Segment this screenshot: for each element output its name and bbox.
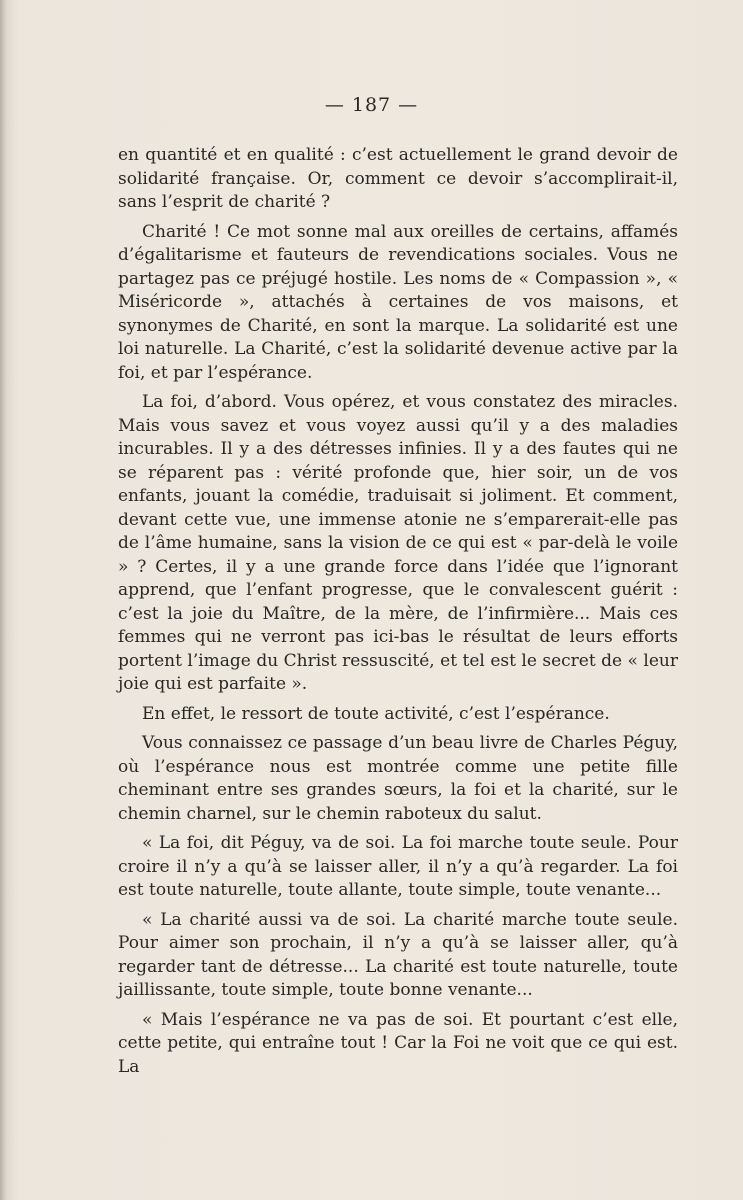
paragraph-3: La foi, d’abord. Vous opérez, et vous constatez des miracles. Mais vous savez et vous voyez aussi qu’il y a des maladies incurables. Il y a des détresses infinies. Il y a des fautes qui ne se réparent pas : vérité profonde que, hier soir, un de vos enfants, jouant la comédie, traduisait si joliment. Et comment, devant cette vue, une immense atonie ne s’emparerait-elle pas de l’âme humaine, sans la vision de ce qui est « par-delà le voile » ? Certes, il y a une grande force dans l’idée que l’ignorant apprend, que l’enfant progresse, que le convalescent guérit : c’est la joie du Maître, de la mère, de l’infirmière... Mais ces femmes qui ne verront pas ici-bas le résultat de leurs efforts portent l’image du Christ ressuscité, et tel est le secret de « leur joie qui est parfaite ». bbox=[118, 392, 678, 694]
paragraph-7: « La charité aussi va de soi. La charité marche toute seule. Pour aimer son prochain, il n’y a qu’à se laisser aller, qu’à regarder tant de détresse... La charité est toute naturelle, toute jaillissante, toute simple, toute bonne venante... bbox=[118, 909, 678, 1000]
paragraph-2: Charité ! Ce mot sonne mal aux oreilles de certains, affamés d’égalitarisme et fauteurs de revendications sociales. Vous ne partagez pas ce préjugé hostile. Les noms de « Compassion », « Miséricorde », attachés à certaines de vos maisons, et synonymes de Charité, en sont la marque. La solidarité est une loi naturelle. La Charité, c’est la solidarité devenue active par la foi, et par l’espérance. bbox=[118, 221, 678, 383]
paragraph-4: En effet, le ressort de toute activité, c’est l’espérance. bbox=[142, 703, 610, 724]
body-text bbox=[118, 144, 678, 1079]
paragraph-1: en quantité et en qualité : c’est actuellement le grand devoir de solidarité française. Or, comment ce devoir s’accomplirait-il, sans l’esprit de charité ? bbox=[118, 145, 678, 212]
paragraph-8: « Mais l’espérance ne va pas de soi. Et pourtant c’est elle, cette petite, qui entraîne tout ! Car la Foi ne voit que ce qui est. La bbox=[118, 1009, 678, 1077]
page-number: — 187 — bbox=[324, 94, 419, 116]
paragraph-5: Vous connaissez ce passage d’un beau livre de Charles Péguy, où l’espérance nous est montrée comme une petite fille cheminant entre ses grandes sœurs, la foi et la charité, sur le chemin charnel, sur le chemin raboteux du salut. bbox=[118, 733, 678, 824]
paragraph-6: « La foi, dit Péguy, va de soi. La foi marche toute seule. Pour croire il n’y a qu’à se laisser aller, il n’y a qu’à regarder. La foi est toute naturelle, toute allante, toute simple, toute venante... bbox=[118, 833, 678, 900]
